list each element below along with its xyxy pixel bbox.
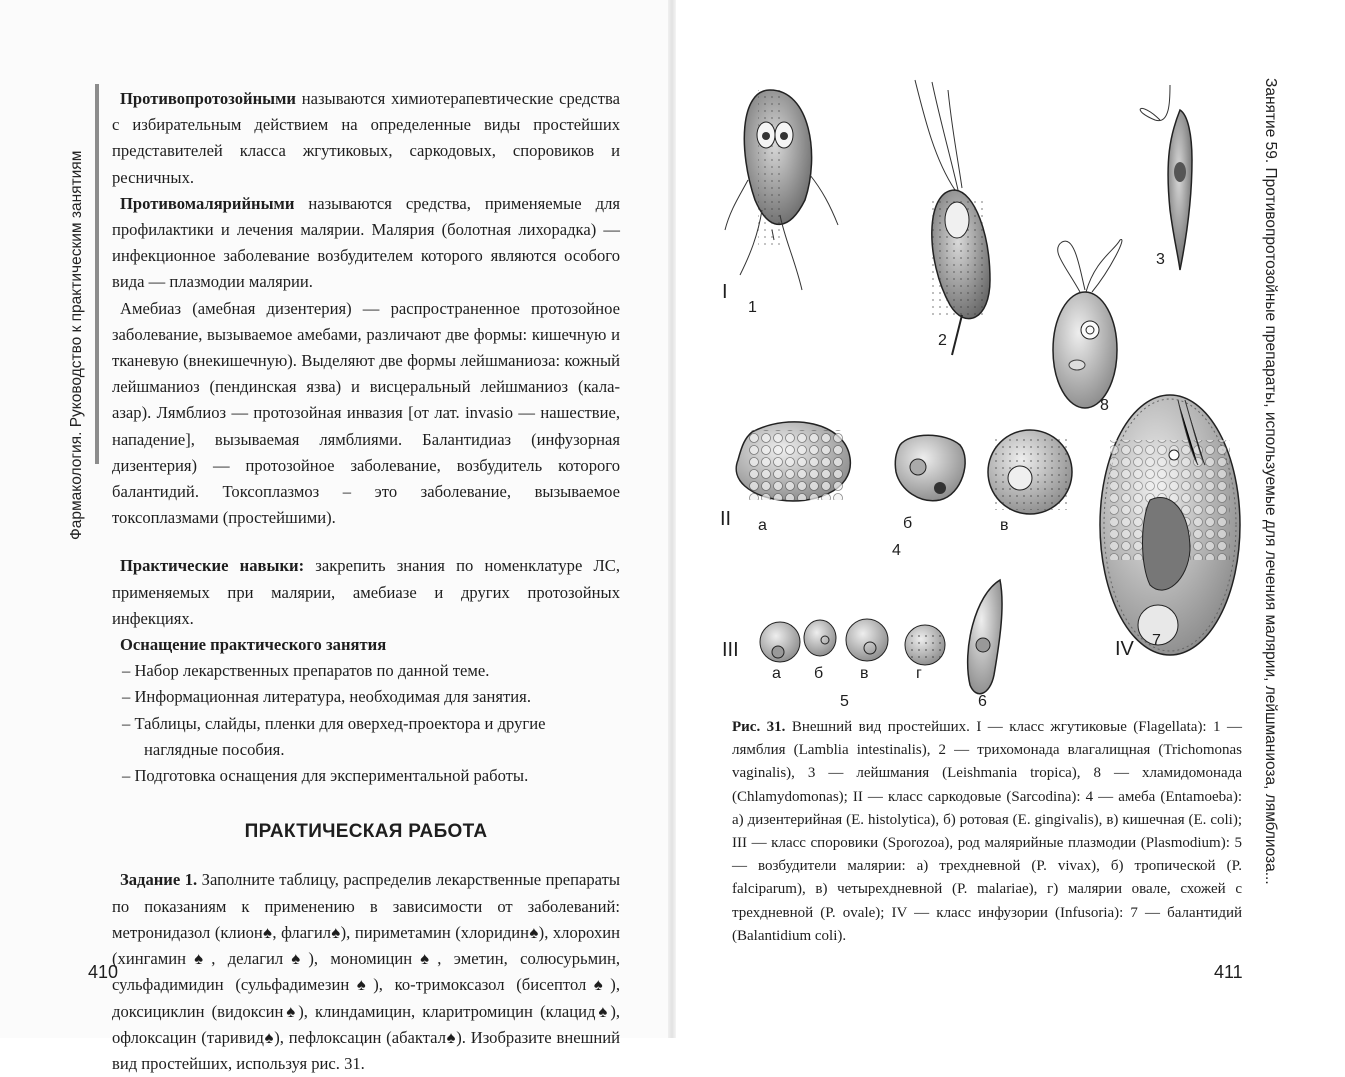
fig-label-4: 4 bbox=[892, 542, 901, 559]
caption-label: Рис. 31. bbox=[732, 719, 786, 735]
amoeba-b-drawing bbox=[895, 435, 965, 500]
list-item: – Информационная литература, необходимая для занятия. bbox=[122, 684, 620, 710]
term-antimalarial: Противомалярийными bbox=[120, 193, 295, 213]
fig-label-2: 2 bbox=[938, 332, 947, 349]
plasmodium-d-drawing bbox=[905, 625, 945, 665]
fig-label-6: 6 bbox=[978, 693, 987, 710]
fig-label-roman-2: II bbox=[720, 508, 732, 530]
fig-label-4c: в bbox=[1000, 517, 1009, 534]
list-item: – Таблицы, слайды, пленки для оверхед-проектора и другие наглядные пособия. bbox=[122, 711, 620, 763]
lamblia-drawing bbox=[725, 90, 838, 290]
toxoplasma-drawing bbox=[968, 580, 1002, 694]
balantidium-drawing bbox=[1100, 395, 1240, 655]
fig-label-roman-1: I bbox=[722, 281, 728, 303]
equipment-list bbox=[112, 658, 620, 789]
list-item: – Набор лекарственных препаратов по данной теме. bbox=[122, 658, 620, 684]
fig-label-4a: а bbox=[758, 517, 767, 534]
left-body-text bbox=[112, 86, 620, 1077]
fig-label-8: 8 bbox=[1100, 397, 1109, 414]
skills-label: Практические навыки: bbox=[120, 556, 305, 576]
protozoa-illustration bbox=[700, 60, 1280, 710]
caption-text: Внешний вид простейших. I — класс жгутиковые (Flagellata): 1 — лямблия (Lamblia intestinalis), 2 — трихомонада влагалищная (Trichomonas vaginalis), 3 — лейшмания (Leishmania tropica), 8 — хламидомонада (Chlamydomonas); II — класс саркодовые (Sarcodina): 4 — амеба (Entamoeba): а) дизентерийная (E. histolytica), б) ротовая (E. gingivalis), в) кишечная (E. coli); III — класс споровики (Sporozoa), род малярийные плазмодии (Plasmodium): 5 — возбудители малярии: а) трехдневной (P. vivax), б) тропической (P. falciparum), в) четырехдневной (P. malariae), г) малярии овале, схожей с трехдневной (P. ovale); IV — класс инфузории (Infusoria): 7 — балантидий (Balantidium coli). bbox=[732, 719, 1242, 944]
trichomonas-drawing bbox=[915, 80, 990, 355]
paragraph-antimalarial bbox=[112, 191, 620, 296]
page-number-left: 410 bbox=[88, 962, 119, 982]
fig-label-roman-4: IV bbox=[1115, 638, 1134, 660]
term-antiprotozoal: Противопротозойными bbox=[120, 89, 296, 108]
right-running-head: Занятие 59. Противопротозойные препараты, используемые для лечения малярии, лейшманиоза, лямблиоза... bbox=[1262, 78, 1279, 885]
figure-protozoa bbox=[700, 60, 1280, 710]
fig-label-5a: а bbox=[772, 665, 781, 682]
fig-label-7: 7 bbox=[1152, 632, 1161, 649]
fig-label-5c: в bbox=[860, 665, 869, 682]
paragraph-task-1 bbox=[112, 867, 620, 1077]
leishmania-drawing bbox=[1140, 85, 1192, 270]
section-title: ПРАКТИЧЕСКАЯ РАБОТА bbox=[244, 821, 488, 843]
equipment-title: Оснащение практического занятия bbox=[120, 635, 387, 655]
plasmodium-b-drawing bbox=[804, 620, 836, 656]
paragraph-antimalarial-text: называются средства, применяемые для профилактики и лечения малярии. Малярия (болотная лихорадка) — инфекционное заболевание возбудителем которого являются особого вида — плазмодии малярии. bbox=[112, 193, 620, 292]
plasmodium-c-drawing bbox=[846, 619, 888, 661]
plasmodium-a-drawing bbox=[760, 622, 800, 662]
paragraph-antiprotozoal-text: называются химиотерапевтические средства с избирательным действием на определенные виды простейших представителей класса жгутиковых, саркодовых, споровиков и ресничных. bbox=[112, 89, 620, 187]
fig-label-5b: б bbox=[814, 665, 824, 682]
fig-label-4b: б bbox=[903, 515, 913, 532]
fig-label-1: 1 bbox=[748, 299, 757, 316]
fig-label-5d: г bbox=[916, 665, 922, 682]
task-label: Задание 1. bbox=[120, 870, 198, 890]
fig-label-3: 3 bbox=[1156, 251, 1165, 268]
amoeba-a-drawing bbox=[736, 422, 850, 501]
book-gutter bbox=[668, 0, 676, 1038]
skills-text: закрепить знания по номенклатуре ЛС, применяемых при малярии, амебиазе и других протозойных инфекциях. bbox=[112, 556, 621, 628]
running-head-rule bbox=[95, 84, 99, 464]
paragraph-antiprotozoal bbox=[112, 86, 620, 191]
figure-caption bbox=[732, 716, 1242, 948]
amoeba-c-drawing bbox=[988, 430, 1072, 514]
list-item: – Подготовка оснащения для экспериментальной работы. bbox=[122, 763, 620, 789]
chlamydomonas-drawing bbox=[1053, 240, 1122, 408]
paragraph-amebiasis: Амебиаз (амебная дизентерия) — распространенное протозойное заболевание, вызываемое амебами, различают две формы: кишечную и тканевую (внекишечную). Выделяют две формы лейшманиоза: кожный лейшманиоз (пендинская язва) и висцеральный лейшманиоз (кала-азар). Лямблиоз — протозойная инвазия [от лат. invasio — нашествие, нападение], вызываемая лямблиями. Балантидиаз (инфузорная дизентерия) — протозойное заболевание, возбудитель которого балантидий. Токсоплазмоз – это заболевание, вызываемое токсоплазмами (простейшими). bbox=[112, 298, 620, 528]
paragraph-skills bbox=[112, 553, 620, 632]
page-number-right: 411 bbox=[1214, 962, 1243, 982]
task-text: Заполните таблицу, распределив лекарственные препараты по показаниям к применению в зависимости от заболеваний: метронидазол (клион♠, флагил♠), пириметамин (хлоридин♠), хлорохин (хингамин♠, делагил♠), мономицин♠, эметин, солюсурьмин, сульфадимидин (сульфадимезин♠), ко-тримоксазол (бисептол♠), доксициклин (видоксин♠), клиндамицин, кларитромицин (клацид♠), офлоксацин (таривид♠), пефлоксацин (абактал♠). Изобразите внешний вид простейших, используя рис. 31. bbox=[112, 870, 621, 1073]
fig-label-5: 5 bbox=[840, 693, 849, 710]
fig-label-roman-3: III bbox=[722, 639, 739, 661]
left-running-head: Фармакология. Руководство к практическим занятиям bbox=[68, 150, 85, 540]
